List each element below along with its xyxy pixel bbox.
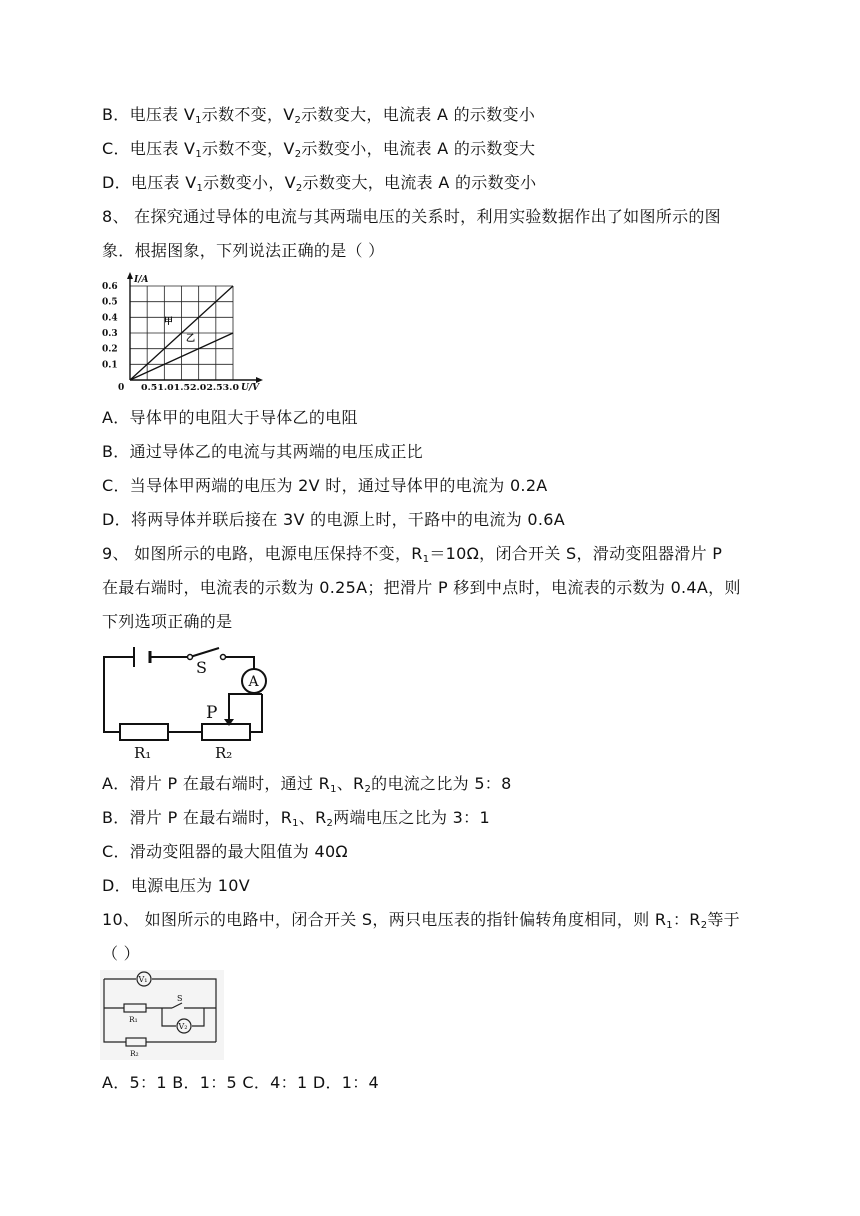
q10-stem-line2: （ ）: [102, 944, 140, 963]
v1-label: V₁: [138, 975, 148, 984]
ammeter-label: A: [248, 674, 259, 690]
series-label-jia: 甲: [164, 317, 174, 327]
q7-option-b: B．电压表 $V_1$示数不变，$V_2$示数变大，电流表 A 的示数变小: [102, 105, 536, 126]
q10-circuit-diagram: [100, 970, 224, 1060]
q9-stem-line3: 下列选项正确的是: [102, 612, 233, 631]
r1-label: R₁: [134, 744, 152, 762]
q7-option-d: D．电压表 $V_1$示数变小，$V_2$示数变大，电流表 A 的示数变小: [102, 173, 537, 194]
q8-option-c: C．当导体甲两端的电压为 2V 时，通过导体甲的电流为 0.2A: [102, 476, 548, 495]
series-label-yi: 乙: [186, 334, 196, 344]
q10-stem-line1: 10、 如图所示的电路中，闭合开关 S，两只电压表的指针偏转角度相同，则 $R_1$：$R_2$等于: [102, 910, 740, 931]
q9-stem-line2: 在最右端时，电流表的示数为 0.25A；把滑片 P 移到中点时，电流表的示数为 0.4A，则: [102, 578, 741, 597]
y-tick-label: 0.4: [102, 313, 118, 324]
y-tick-label: 0.3: [102, 329, 118, 339]
q7-option-c: C．电压表 $V_1$示数不变，$V_2$示数变小，电流表 A 的示数变大: [102, 139, 536, 160]
q9-stem-line1: 9、 如图所示的电路，电源电压保持不变，$R_1=10\Omega$，闭合开关 S，滑动变阻器滑片 P: [102, 544, 723, 565]
r2-label: R₂: [215, 744, 233, 762]
switch-contact: [188, 655, 193, 660]
r2-label: R₂: [130, 1049, 139, 1058]
slider-label: P: [206, 703, 218, 723]
switch-blade: [190, 648, 219, 657]
q8-option-a: A．导体甲的电阻大于导体乙的电阻: [102, 408, 358, 427]
v2-label: V₂: [178, 1022, 188, 1031]
x-tick-labels: 0.51.01.52.02.53.0: [141, 383, 240, 393]
q10-options: A．5：1 B．1：5 C．4：1 D．1：4: [102, 1073, 380, 1092]
x-axis-label: U/V: [241, 383, 260, 393]
q8-stem-line1: 8、 在探究通过导体的电流与其两瑞电压的关系时，利用实验数据作出了如图所示的图: [102, 207, 721, 226]
resistor-r1: [120, 724, 168, 740]
q9-option-a: A．滑片 P 在最右端时，通过 $R_1$、$R_2$的电流之比为 5：8: [102, 774, 512, 795]
y-axis-label: I/A: [134, 275, 149, 285]
q8-option-d: D．将两导体并联后接在 3V 的电源上时，干路中的电流为 0.6A: [102, 510, 565, 529]
q8-option-b: B．通过导体乙的电流与其两端的电压成正比: [102, 442, 423, 461]
q8-iu-graph: [100, 270, 280, 395]
origin-label: 0: [118, 383, 125, 393]
switch-label: S: [196, 658, 207, 677]
r1-label: R₁: [129, 1015, 138, 1024]
slider-arm: [229, 694, 262, 720]
switch-contact: [221, 655, 226, 660]
y-tick-label: 0.1: [102, 360, 118, 371]
y-tick-label: 0.6: [102, 282, 118, 292]
q9-option-b: B．滑片 P 在最右端时，$R_1$、$R_2$两端电压之比为 3：1: [102, 808, 490, 829]
q9-option-c: C．滑动变阻器的最大阻值为 40Ω: [102, 842, 348, 861]
switch-label: S: [177, 994, 183, 1003]
rheostat-r2: [202, 724, 250, 740]
y-axis-arrow: [127, 272, 133, 279]
q9-circuit-diagram: [98, 640, 288, 765]
q8-stem-line2: 象．根据图象，下列说法正确的是（ ）: [102, 241, 385, 260]
y-tick-label: 0.5: [102, 297, 118, 308]
y-tick-label: 0.2: [102, 344, 118, 355]
q9-option-d: D．电源电压为 10V: [102, 876, 251, 895]
